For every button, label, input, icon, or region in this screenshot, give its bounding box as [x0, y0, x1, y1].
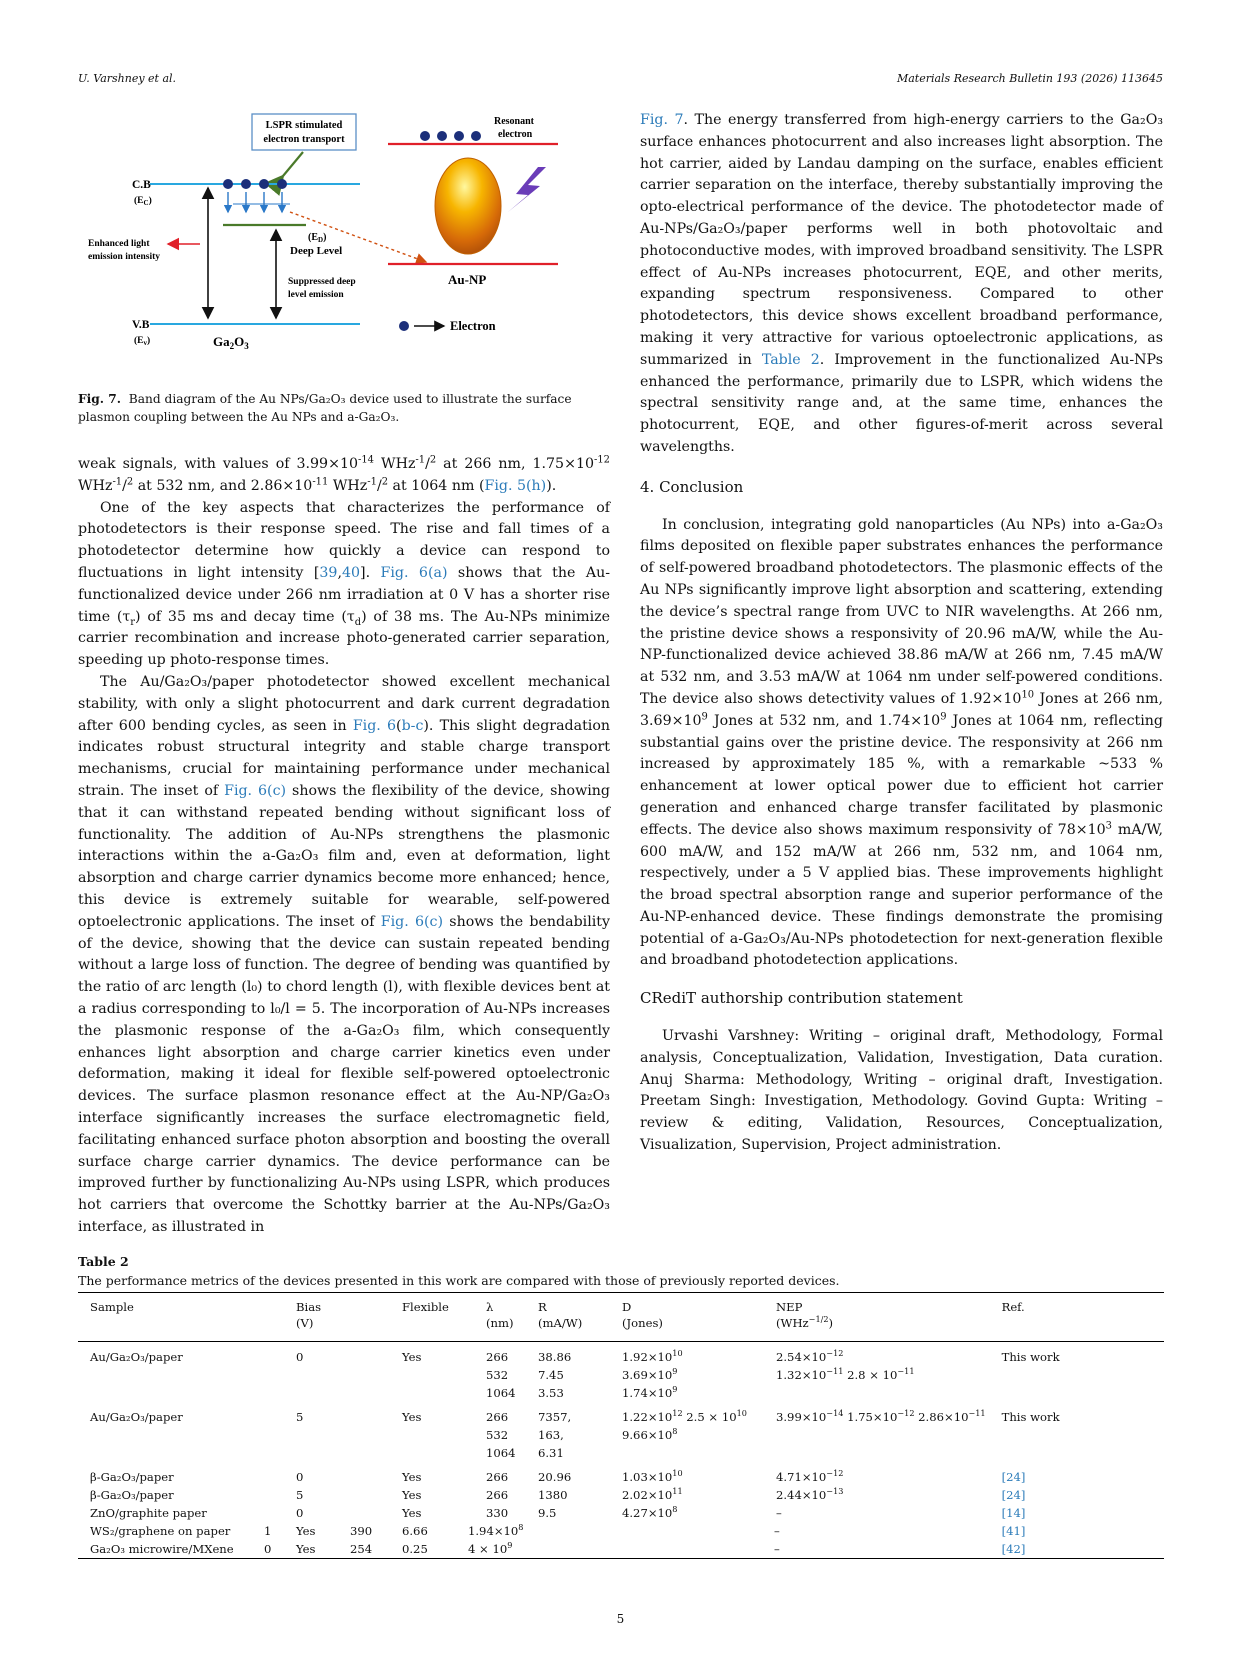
cell-flexible: [390, 1426, 474, 1444]
cell-responsivity: 1380: [538, 1488, 568, 1502]
fig6c-link-2[interactable]: Fig. 6(c): [380, 913, 444, 930]
band-diagram-figure: [78, 112, 610, 382]
table-2-block: [78, 1254, 1164, 1559]
cell-ref[interactable]: [24]: [1001, 1470, 1026, 1484]
left-column: [78, 454, 610, 1239]
cell-responsivity: 0.25: [402, 1542, 428, 1556]
col-nep: NEP (WHz$^{-1/2}$): [776, 1300, 834, 1330]
cell-lambda: 330: [486, 1506, 509, 1520]
table-title: Table 2: [78, 1254, 129, 1269]
cell-ref: [990, 1444, 1164, 1462]
table-row: [78, 1462, 1164, 1486]
cell-ref: [990, 1384, 1164, 1402]
ga2o3-label: $Ga_2O_3$: [213, 334, 249, 351]
table-body: [78, 1342, 1164, 1559]
cell-ref[interactable]: [24]: [1001, 1488, 1026, 1502]
cell-responsivity: 38.86: [538, 1350, 572, 1364]
table-caption: The performance metrics of the devices presented in this work are compared with those of previously reported devices.: [78, 1273, 840, 1288]
cell-lambda: 532: [486, 1368, 509, 1382]
cell-nep: $2.44\times 10^{-13}$: [776, 1486, 844, 1502]
table-row: [78, 1402, 1164, 1426]
cell-responsivity: 6.31: [538, 1446, 564, 1460]
cell-responsivity: 20.96: [538, 1470, 572, 1484]
table-row: [78, 1540, 1164, 1559]
cell-sample: WS₂/graphene on paper: [90, 1524, 231, 1538]
resonant-electron-1: [420, 131, 430, 141]
suppressed-emission-line2: level emission: [288, 290, 344, 300]
cell-responsivity: 6.66: [402, 1524, 428, 1538]
cell-detectivity: $1.22\times 10^{12}$ $2.5 \times 10^{10}$: [622, 1408, 747, 1424]
ec-label: $(E_C)$: [134, 196, 152, 207]
table-row: [78, 1444, 1164, 1462]
cell-ref: This work: [1001, 1410, 1060, 1424]
cell-detectivity: $1.74\times 10^9$: [622, 1384, 678, 1400]
cell-bias: 1: [264, 1524, 272, 1538]
cell-flexible: [390, 1444, 474, 1462]
cb-label: C.B: [132, 179, 151, 191]
fig5h-link[interactable]: Fig. 5(h): [484, 477, 547, 494]
cell-responsivity: 7357,: [538, 1410, 572, 1424]
fig6a-link[interactable]: Fig. 6(a): [380, 564, 448, 581]
col-sample: Sample: [90, 1300, 134, 1314]
cell-bias: 0: [296, 1506, 304, 1520]
col-lambda: λ (nm): [486, 1300, 514, 1330]
resonant-electron-3: [454, 131, 464, 141]
cell-flexible: Yes: [402, 1410, 422, 1424]
right-paragraph-1: Fig. 7. The energy transferred from high-energy carriers to the Ga₂O₃ surface enhances photocurrent and also increases light absorption. The hot carrier, aided by Landau damping on the surface, enables efficient carrier separation on the interface, thereby substantially improving the opto-electrical performance of the device. The photodetector made of Au-NPs/Ga₂O₃/paper performs well in both photovoltaic and photoconductive modes, with improved broadband sensitivity. The LSPR effect of Au-NPs increases photocurrent, EQE, and other merits, expanding spectrum responsiveness. Compared to other photodetectors, this device shows excellent broadband performance, making it very attractive for various optoelectronic applications, as summarized in Table 2. Improvement in the functionalized Au-NPs enhanced the performance, primarily due to LSPR, which widens the spectral sensitivity range and, at the same time, enhances the photocurrent, EQE, and other figures-of-merit across several wavelengths.: [640, 112, 1164, 455]
resonant-electron-4: [471, 131, 481, 141]
cell-nep: $2.54\times 10^{-12}$: [776, 1348, 844, 1364]
au-nanoparticle-graphic: [435, 158, 501, 254]
cell-lambda: 532: [486, 1428, 509, 1442]
credit-paragraph: Urvashi Varshney: Writing – original draft, Methodology, Formal analysis, Conceptualization, Validation, Investigation, Data curation. Anuj Sharma: Methodology, Writing – original draft, Investigation. Preetam Singh: Investigation, Methodology. Govind Gupta: Writing – review & editing, Validation, Resources, Conceptualization, Visualization, Supervision, Project administration.: [640, 1028, 1163, 1154]
lspr-label-line1: LSPR stimulated: [265, 120, 343, 131]
enhanced-emission-line2: emission intensity: [88, 252, 161, 262]
cell-nep: $3.99\times 10^{-14}$ $1.75\times 10^{-12}$ $2.86\times 10^{-11}$: [776, 1408, 986, 1424]
cell-ref[interactable]: [41]: [1001, 1524, 1026, 1538]
left-paragraph-2: One of the key aspects that characterizes the performance of photodetectors is their response speed. The rise and fall times of a photodetector determine how quickly a device can respond to fluctuations in light intensity [39,40]. Fig. 6(a) shows that the Au-functionalized device under 266 nm irradiation at 0 V has a shorter rise time $(\tau_r)$ of 35 ms and decay time $(\tau_d)$ of 38 ms. The Au-NPs minimize carrier recombination and increase photo-generated carrier separation, speeding up photo-response times.: [78, 499, 611, 669]
au-np-label: Au-NP: [448, 272, 487, 287]
cell-nep: –: [776, 1506, 782, 1520]
cell-lambda: 266: [486, 1470, 509, 1484]
electron-legend-label: Electron: [450, 319, 496, 333]
cell-lambda: 390: [350, 1524, 373, 1538]
cell-responsivity: 3.53: [538, 1386, 564, 1400]
cell-detectivity: [610, 1444, 764, 1462]
cell-ref: [990, 1426, 1164, 1444]
table-row: [78, 1384, 1164, 1402]
page-number: 5: [616, 1612, 625, 1626]
left-paragraph-1: weak signals, with values of $3.99\times 10^{-14}$ WHz$^{-1}$/$^2$ at 266 nm, $1.75\times 10^{-12}$ WHz$^{-1}$/$^2$ at 532 nm, and $2.86\times 10^{-11}$ WHz$^{-1}$/$^2$ at 1064 nm (Fig. 5(h)).: [78, 454, 610, 494]
cell-ref[interactable]: [14]: [1001, 1506, 1026, 1520]
table-header-row: [78, 1293, 1164, 1342]
cell-bias: 5: [296, 1488, 304, 1502]
section-conclusion-heading: 4. Conclusion: [640, 477, 744, 496]
cell-nep: –: [774, 1524, 780, 1538]
cell-lambda: 266: [486, 1488, 509, 1502]
resonant-label-line1: Resonant: [494, 116, 535, 127]
cell-detectivity: $4 \times 10^9$: [468, 1540, 513, 1556]
cell-bias: 0: [296, 1350, 304, 1364]
cell-bias: 0: [296, 1470, 304, 1484]
right-column: [640, 110, 1163, 1157]
cell-sample: [78, 1366, 284, 1384]
cell-detectivity: $3.69\times 10^9$: [622, 1366, 678, 1382]
cell-sample: [78, 1444, 284, 1462]
cell-ref: [990, 1366, 1164, 1384]
cell-lambda: 266: [486, 1410, 509, 1424]
cell-nep: $4.71\times 10^{-12}$: [776, 1468, 844, 1484]
fig6c-link-1[interactable]: Fig. 6(c): [224, 782, 287, 799]
cell-responsivity: 9.5: [538, 1506, 557, 1520]
table-row: [78, 1504, 1164, 1522]
cell-bias: [284, 1444, 390, 1462]
cell-flexible: Yes: [402, 1506, 422, 1520]
section-credit-heading: CRediT authorship contribution statement: [640, 989, 963, 1008]
left-paragraph-3: The Au/Ga₂O₃/paper photodetector showed excellent mechanical stability, with only a slight photocurrent and dark current degradation after 600 bending cycles, as seen in Fig. 6(b-c). This slight degradation indicates robust structural integrity and stable charge transport mechanisms, crucial for maintaining performance under mechanical strain. The inset of Fig. 6(c) shows the flexibility of the device, showing that it can withstand repeated bending without significant loss of functionality. The addition of Au-NPs strengthens the plasmonic interactions within the a-Ga₂O₃ film and, even at deformation, light absorption and charge carrier dynamics become more enhanced; hence, this device is extremely suitable for wearable, self-powered optoelectronic applications. The inset of Fig. 6(c) shows the bendability of the device, showing that the device can sustain repeated bending without a large loss of function. The degree of bending was quantified by the ratio of arc length (l₀) to chord length (l), with flexible devices bent at a radius corresponding to l₀/l = 5. The incorporation of Au-NPs increases the plasmonic response of the a-Ga₂O₃ film, which consequently enhances light absorption and charge carrier kinetics even under deformation, making it ideal for flexible self-powered optoelectronic devices. The surface plasmon resonance effect at the Au-NP/Ga₂O₃ interface significantly increases the surface electromagnetic field, facilitating enhanced surface photon absorption and boosting the overall surface charge carrier dynamics. The device performance can be improved further by functionalizing Au-NPs using LSPR, which produces hot carriers that overcome the Schottky barrier at the Au-NPs/Ga₂O₃ interface, as illustrated in: [78, 673, 610, 1235]
cell-nep: $1.32\times 10^{-11}$ $2.8 \times 10^{-11}$: [776, 1366, 915, 1382]
cell-flexible: Yes: [296, 1524, 316, 1538]
electron-legend-dot: [399, 321, 409, 331]
lspr-pointer-arrow: [283, 152, 303, 176]
cell-bias: [284, 1384, 390, 1402]
vb-label: V.B: [132, 319, 150, 331]
cell-sample: ZnO/graphite paper: [90, 1506, 207, 1520]
cell-flexible: [390, 1384, 474, 1402]
cell-detectivity: $1.92\times 10^{10}$: [622, 1348, 683, 1364]
cell-responsivity: 7.45: [538, 1368, 564, 1382]
cell-ref[interactable]: [42]: [1001, 1542, 1026, 1556]
cell-detectivity: $4.27\times 10^8$: [622, 1504, 678, 1520]
ed-label: $(E_D)$: [308, 232, 327, 244]
table-row: [78, 1522, 1164, 1540]
cb-electron-4: [277, 179, 287, 189]
cell-sample: β-Ga₂O₃/paper: [90, 1488, 174, 1502]
col-detectivity: D (Jones): [622, 1300, 663, 1330]
cell-detectivity: $9.66\times 10^8$: [622, 1426, 678, 1442]
cell-responsivity: 163,: [538, 1428, 564, 1442]
cell-bias: [284, 1426, 390, 1444]
cell-detectivity: $1.94\times 10^8$: [468, 1522, 524, 1538]
cell-lambda: 266: [486, 1350, 509, 1364]
cell-lambda: 1064: [486, 1446, 516, 1460]
cell-lambda: 254: [350, 1542, 373, 1556]
cell-detectivity: $1.03\times 10^{10}$: [622, 1468, 683, 1484]
col-bias: Bias (V): [296, 1300, 322, 1330]
lspr-label-line2: electron transport: [263, 134, 345, 145]
running-header-journal: Materials Research Bulletin 193 (2026) 113645: [896, 72, 1163, 85]
cell-sample: Au/Ga₂O₃/paper: [90, 1350, 183, 1364]
resonant-label-line2: electron: [498, 129, 533, 140]
resonant-electron-2: [437, 131, 447, 141]
cell-sample: β-Ga₂O₃/paper: [90, 1470, 174, 1484]
enhanced-emission-line1: Enhanced light: [88, 239, 150, 249]
cell-ref: This work: [1001, 1350, 1060, 1364]
figure-caption: [78, 390, 610, 426]
table-row: [78, 1426, 1164, 1444]
table-row: [78, 1366, 1164, 1384]
cb-electron-3: [259, 179, 269, 189]
figure-caption-text: Band diagram of the Au NPs/Ga₂O₃ device used to illustrate the surface plasmon coupling between the Au NPs and a-Ga₂O₃.: [78, 392, 572, 424]
ref-39-link[interactable]: 39: [319, 564, 338, 581]
cell-sample: Au/Ga₂O₃/paper: [90, 1410, 183, 1424]
fig7-link[interactable]: Fig. 7: [640, 112, 684, 128]
cell-flexible: Yes: [402, 1488, 422, 1502]
fig6-link[interactable]: Fig. 6: [352, 717, 397, 734]
cell-lambda: 1064: [486, 1386, 516, 1400]
cb-electron-1: [223, 179, 233, 189]
suppressed-emission-line1: Suppressed deep: [288, 277, 356, 287]
cell-nep: [764, 1444, 990, 1462]
cell-bias: 0: [264, 1542, 272, 1556]
cb-electron-2: [241, 179, 251, 189]
cell-flexible: [390, 1366, 474, 1384]
col-flexible: Flexible: [402, 1300, 449, 1314]
figure-label: Fig. 7.: [78, 392, 122, 406]
running-header-authors: U. Varshney et al.: [78, 72, 177, 85]
comparison-table: [78, 1292, 1164, 1559]
col-responsivity: R (mA/W): [538, 1300, 583, 1330]
light-lightning-icon: [508, 167, 546, 212]
ref-40-link[interactable]: 40: [341, 564, 361, 581]
cell-nep: –: [774, 1542, 780, 1556]
table-row: [78, 1486, 1164, 1504]
conclusion-paragraph: In conclusion, integrating gold nanoparticles (Au NPs) into a-Ga₂O₃ films deposited on flexible paper substrates enhances the performance of self-powered broadband photodetectors. The plasmonic effects of the Au NPs significantly improve light absorption and scattering, extending the device’s spectral range from UVC to NIR wavelengths. At 266 nm, the pristine device shows a responsivity of 20.96 mA/W, while the Au-NP-functionalized device achieved 38.86 mA/W at 266 nm, 7.45 mA/W at 532 nm, and 3.53 mA/W at 1064 nm under self-powered conditions. The device also shows detectivity values of $1.92\times 10^{10}$ Jones at 266 nm, $3.69\times 10^9$ Jones at 532 nm, and $1.74\times 10^9$ Jones at 1064 nm, reflecting substantial gains over the pristine device. The responsivity at 266 nm increased by approximately 185 %, with a remarkable ~533 % enhancement at lower optical power due to efficient hot carrier generation and enhanced charge transfer facilitated by plasmonic effects. The device also shows maximum responsivity of $78\times 10^3$ mA/W, 600 mA/W, and 152 mA/W at 266 nm, 532 nm, and 1064 nm, respectively, under a 5 V applied bias. These improvements highlight the broad spectral absorption range and superior performance of the Au-NP-enhanced device. These findings demonstrate the promising potential of a-Ga₂O₃/Au-NPs photodetection for next-generation flexible and broadband photodetection applications.: [640, 516, 1163, 969]
cell-sample: Ga₂O₃ microwire/MXene: [90, 1542, 234, 1556]
table-row: [78, 1342, 1164, 1367]
cell-detectivity: $2.02\times 10^{11}$: [622, 1486, 683, 1502]
table2-link[interactable]: Table 2: [761, 351, 820, 368]
cell-nep: [764, 1426, 990, 1444]
col-ref: Ref.: [1001, 1300, 1025, 1314]
cell-sample: [78, 1384, 284, 1402]
cell-bias: [284, 1366, 390, 1384]
fig6bc-link[interactable]: b-c: [401, 717, 424, 734]
cell-flexible: Yes: [402, 1350, 422, 1364]
cell-nep: [764, 1384, 990, 1402]
cell-bias: 5: [296, 1410, 304, 1424]
ev-label: $(E_v)$: [134, 336, 151, 347]
deep-level-label: Deep Level: [290, 245, 343, 257]
cell-flexible: Yes: [296, 1542, 316, 1556]
cell-flexible: Yes: [402, 1470, 422, 1484]
cell-sample: [78, 1426, 284, 1444]
